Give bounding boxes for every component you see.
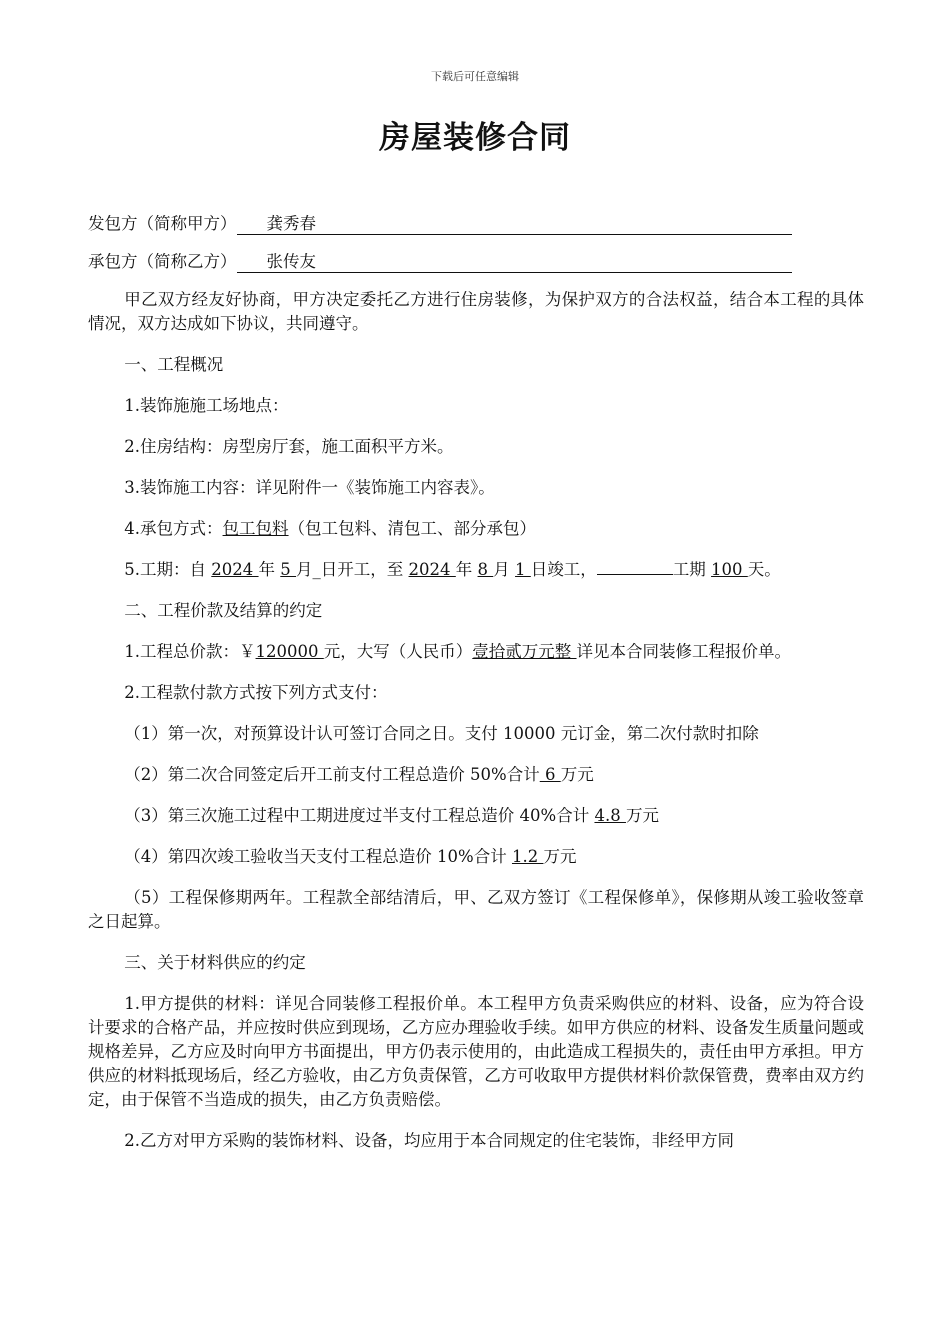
item5-text: 月: [493, 560, 516, 579]
document-title: 房屋装修合同: [379, 120, 571, 156]
intro-paragraph: 甲乙双方经友好协商，甲方决定委托乙方进行住房装修，为保护双方的合法权益，结合本工程的具体情况，双方达成如下协议，共同遵守。: [88, 290, 864, 333]
payment-text: 万元: [560, 765, 594, 784]
contract-body: [88, 212, 864, 1170]
section1-item5: [88, 558, 864, 582]
payment-3-amount: 4.8: [594, 806, 626, 825]
item5-text: 5.工期：自: [124, 560, 212, 579]
party-b-label: 承包方（简称乙方）: [88, 252, 237, 271]
start-year: 2024: [211, 560, 259, 579]
blank-line: [597, 558, 673, 575]
section3-heading: 三、关于材料供应的约定: [124, 953, 306, 972]
payment-text: （3）第三次施工过程中工期进度过半支付工程总造价 40%合计: [124, 806, 595, 825]
section3-item2: 2.乙方对甲方采购的装饰材料、设备，均应用于本合同规定的住宅装饰，非经甲方同: [124, 1131, 735, 1150]
section3-item1: 1.甲方提供的材料：详见合同装修工程报价单。本工程甲方负责采购供应的材料、设备，应为符合设计要求的合格产品，并应按时供应到现场，乙方应办理验收手续。如甲方供应的材料、设备发生质量问题或规格差异，乙方应及时向甲方书面提出，甲方仍表示使用的，由此造成工程损失的，责任由甲方承担。甲方供应的材料抵现场后，经乙方验收，由乙方负责保管，乙方可收取甲方提供材料价款保管费，费率由双方约定，由于保管不当造成的损失，由乙方负责赔偿。: [88, 994, 864, 1109]
price-text: 元，大写（人民币）: [323, 642, 473, 661]
total-price-words: 壹拾贰万元整: [472, 642, 577, 661]
end-month: 8: [477, 560, 494, 579]
payment-4-amount: 1.2: [511, 847, 544, 866]
section2-item2: 2.工程款付款方式按下列方式支付：: [124, 683, 388, 702]
payment-2-amount: 6: [539, 765, 561, 784]
payment-3: [88, 804, 864, 828]
end-year: 2024: [408, 560, 456, 579]
party-b-name: 张传友: [237, 252, 792, 273]
item5-text: 工期: [672, 560, 712, 579]
total-price: 120000: [255, 642, 324, 661]
header-note: 下载后可任意编辑: [431, 70, 519, 83]
party-a-name: 龚秀春: [237, 214, 792, 235]
party-a-label: 发包方（简称甲方）: [88, 214, 237, 233]
price-text: 1.工程总价款：￥: [124, 642, 256, 661]
item5-text: 月_日开工，至: [296, 560, 409, 579]
payment-1: （1）第一次，对预算设计认可签订合同之日。支付 10000 元订金，第二次付款时扣除: [124, 724, 759, 743]
payment-text: （4）第四次竣工验收当天支付工程总造价 10%合计: [124, 847, 512, 866]
section1-item2: 2.住房结构：房型房厅套，施工面积平方米。: [124, 437, 454, 456]
end-day: 1: [515, 560, 531, 579]
payment-2: [88, 763, 864, 787]
section1-item4: [88, 517, 864, 541]
party-b-line: [88, 250, 864, 274]
payment-text: 万元: [625, 806, 659, 825]
section2-heading: 二、工程价款及结算的约定: [124, 601, 323, 620]
item4-prefix: 4.承包方式：: [124, 519, 223, 538]
item5-text: 年: [455, 560, 478, 579]
section1-item3: 3.装饰施工内容：详见附件一《装饰施工内容表》。: [124, 478, 495, 497]
price-text: 详见本合同装修工程报价单。: [576, 642, 792, 661]
duration-days: 100: [711, 560, 748, 579]
party-a-line: [88, 212, 864, 236]
payment-text: 万元: [543, 847, 577, 866]
item5-text: 天。: [747, 560, 781, 579]
item4-suffix: （包工包料、清包工、部分承包）: [288, 519, 537, 538]
section2-item1: [88, 640, 864, 664]
start-month: 5: [280, 560, 297, 579]
payment-text: （2）第二次合同签定后开工前支付工程总造价 50%合计: [124, 765, 540, 784]
item5-text: 日竣工，: [530, 560, 597, 579]
payment-4: [88, 845, 864, 869]
contract-method-value: 包工包料: [222, 519, 289, 538]
section1-item1: 1.装饰施施工场地点：: [124, 396, 289, 415]
payment-5: （5）工程保修期两年。工程款全部结清后，甲、乙双方签订《工程保修单》，保修期从竣工验收签章之日起算。: [88, 888, 864, 931]
section1-heading: 一、工程概况: [124, 355, 224, 374]
item5-text: 年: [258, 560, 281, 579]
